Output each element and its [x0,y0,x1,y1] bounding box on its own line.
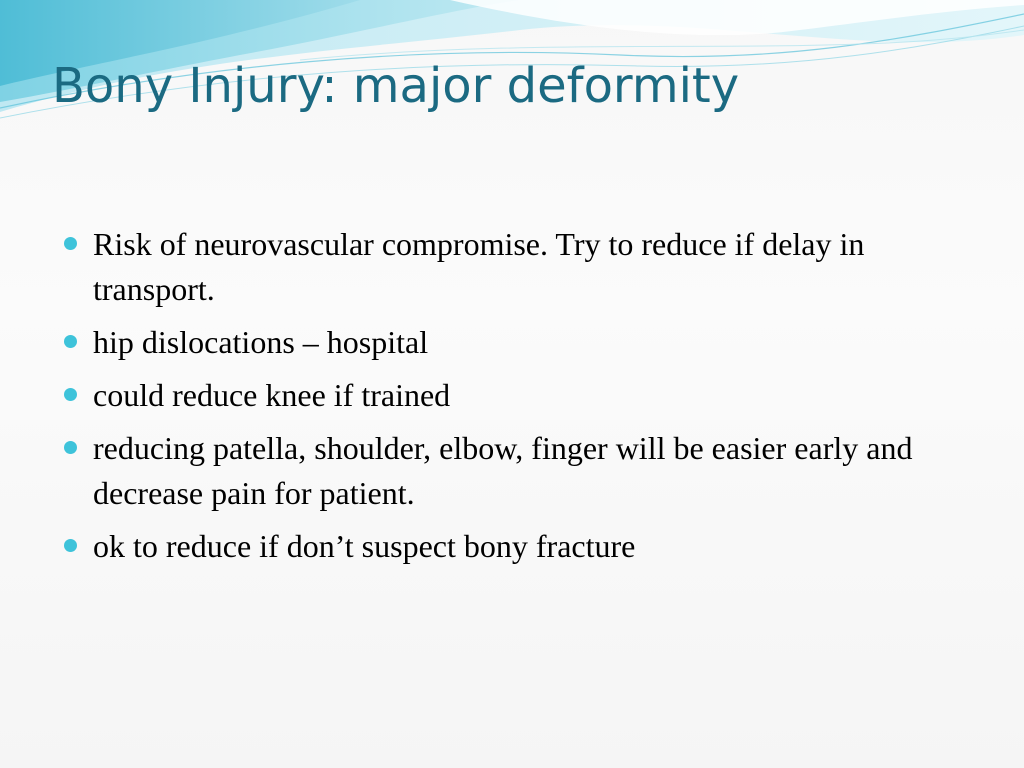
bullet-dot-icon [64,441,77,454]
bullet-dot-icon [64,388,77,401]
bullet-dot-icon [64,237,77,250]
bullet-item [60,373,960,418]
bullet-dot-icon [64,335,77,348]
bullet-text: ok to reduce if don’t suspect bony fracture [93,528,636,564]
bullet-item [60,524,960,569]
bullet-text: could reduce knee if trained [93,377,451,413]
bullet-text: hip dislocations – hospital [93,324,429,360]
bullet-text: reducing patella, shoulder, elbow, finger will be easier early and decrease pain for patient. [93,430,913,511]
bullet-item [60,320,960,365]
bullet-dot-icon [64,539,77,552]
bullet-list [60,222,960,577]
bullet-text: Risk of neurovascular compromise. Try to reduce if delay in transport. [93,226,865,307]
bullet-item [60,222,960,312]
slide-title: Bony Injury: major deformity [52,58,740,114]
bullet-item [60,426,960,516]
